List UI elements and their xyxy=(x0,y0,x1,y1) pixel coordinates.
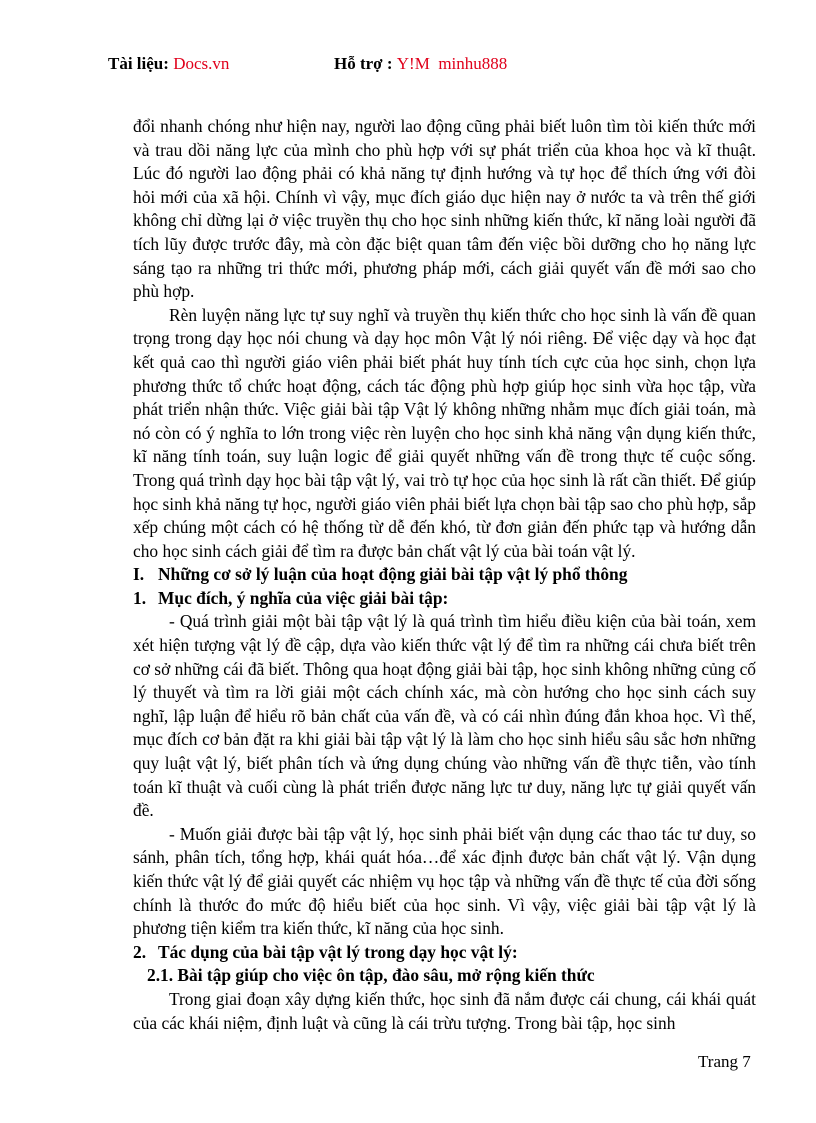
document-body xyxy=(133,115,756,1035)
paragraph-4: - Muốn giải được bài tập vật lý, học sinh phải biết vận dụng các thao tác tư duy, so sánh, phân tích, tổng hợp, khái quát hóa…để xác định được bản chất vật lý. Vận dụng kiến thức vật lý để giải quyết các nhiệm vụ học tập và những vấn đề thực tế của đời sống chính là thước đo mức độ hiểu biết của học sinh. Vì vậy, việc giải bài tập vật lý là phương tiện kiểm tra kiến thức, kĩ năng của học sinh. xyxy=(133,823,756,939)
page-header xyxy=(108,54,508,74)
subsection-number: 2. xyxy=(133,941,147,962)
subsection-title: Tác dụng của bài tập vật lý trong dạy học vật lý: xyxy=(158,941,518,962)
page-number: Trang 7 xyxy=(698,1052,751,1071)
paragraph-5: Trong giai đoạn xây dựng kiến thức, học sinh đã nắm được cái chung, cái khái quát của các khái niệm, định luật và cũng là cái trừu tượng. Trong bài tập, học sinh xyxy=(133,988,756,1033)
subsubsection-heading-2-1: 2.1. Bài tập giúp cho việc ôn tập, đào sâu, mở rộng kiến thức xyxy=(147,965,595,986)
paragraph-2: Rèn luyện năng lực tự suy nghĩ và truyền thụ kiến thức cho học sinh là vấn đề quan trọng trong dạy học nói chung và dạy học môn Vật lý nói riêng. Để việc dạy và học đạt kết quả cao thì người giáo viên phải biết phát huy tính tích cực của học sinh, chọn lựa phương thức tổ chức hoạt động, cách tác động phù hợp giúp học sinh vừa học tập, vừa phát triển nhận thức. Việc giải bài tập Vật lý không những nhằm mục đích giải toán, mà nó còn có ý nghĩa to lớn trong việc rèn luyện cho học sinh khả năng vận dụng kiến thức, kĩ năng tính toán, suy luận logic để giải quyết những vấn đề trong thực tế cuộc sống. Trong quá trình dạy học bài tập vật lý, vai trò tự học của học sinh là rất cần thiết. Để giúp học sinh khả năng tự học, người giáo viên phải biết lựa chọn bài tập sao cho phù hợp, sắp xếp chúng một cách có hệ thống từ dễ đến khó, từ đơn giản đến phức tạp và hướng dẫn cho học sinh cách giải để tìm ra được bản chất vật lý của bài toán vật lý. xyxy=(133,304,756,561)
paragraph-3: - Quá trình giải một bài tập vật lý là quá trình tìm hiểu điều kiện của bài toán, xem xét hiện tượng vật lý đề cập, dựa vào kiến thức vật lý để tìm ra những cái chưa biết trên cơ sở những cái đã biết. Thông qua hoạt động giải bài tập, học sinh không những củng cố lý thuyết và tìm ra lời giải một cách chính xác, mà còn hướng cho học sinh cách suy nghĩ, lập luận để hiểu rõ bản chất của vấn đề, và có cái nhìn đúng đắn khoa học. Vì thế, mục đích cơ bản đặt ra khi giải bài tập vật lý là làm cho học sinh hiểu sâu sắc hơn những quy luật vật lý, biết phân tích và ứng dụng chúng vào những vấn đề thực tiễn, vào tính toán kĩ thuật và cuối cùng là phát triển được năng lực tư duy, năng lực tự giải quyết vấn đề. xyxy=(133,611,756,821)
subsection-heading-1 xyxy=(133,587,756,611)
support-info xyxy=(334,54,507,74)
doc-sep: : xyxy=(163,54,174,73)
support-user-link[interactable]: minhu888 xyxy=(438,54,508,73)
section-heading-1 xyxy=(133,563,756,587)
doc-site-link[interactable]: Docs.vn xyxy=(173,54,230,73)
support-ym: Y!M xyxy=(396,54,430,73)
subsection-number: 1. xyxy=(133,587,147,608)
support-label: Hỗ trợ xyxy=(334,54,383,73)
section-number: I. xyxy=(133,564,145,585)
section-title: Những cơ sở lý luận của hoạt động giải bài tập vật lý phổ thông xyxy=(158,564,628,585)
paragraph-1: đổi nhanh chóng như hiện nay, người lao động cũng phải biết luôn tìm tòi kiến thức mới và trau dồi năng lực của mình cho phù hợp với sự phát triển của khoa học và kĩ thuật. Lúc đó người lao động phải có khả năng tự định hướng và tự học để thích ứng với đòi hỏi mới của xã hội. Chính vì vậy, mục đích giáo dục hiện nay ở nước ta và trên thế giới không chỉ dừng lại ở việc truyền thụ cho học sinh những kiến thức, kĩ năng loài người đã tích lũy được trước đây, mà còn đặc biệt quan tâm đến việc bồi dưỡng cho họ năng lực sáng tạo ra những tri thức mới, phương pháp mới, cách giải quyết vấn đề mới sao cho phù hợp. xyxy=(133,116,756,302)
support-sep: : xyxy=(382,54,397,73)
subsection-title: Mục đích, ý nghĩa của việc giải bài tập: xyxy=(158,587,449,608)
subsection-heading-2 xyxy=(133,941,756,965)
doc-label: Tài liệu xyxy=(108,54,164,73)
